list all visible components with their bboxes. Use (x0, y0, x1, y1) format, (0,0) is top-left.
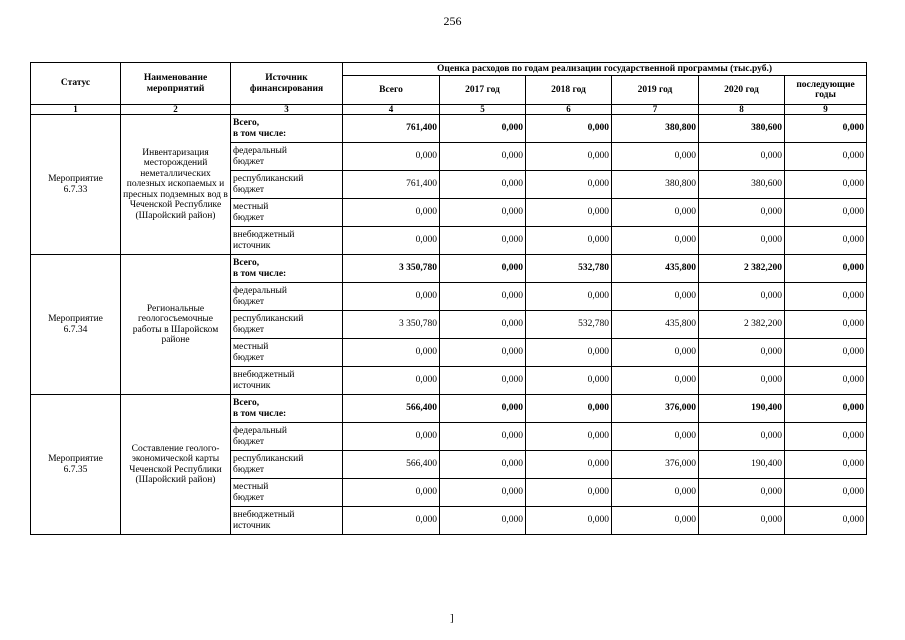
amount-cell: 0,000 (440, 199, 526, 227)
funding-source: республиканский бюджет (231, 451, 343, 479)
amount-cell: 0,000 (785, 171, 867, 199)
measure-name: Составление геолого-экономической карты Чеченской Республики (Шаройский район) (121, 395, 231, 535)
amount-cell: 0,000 (612, 143, 699, 171)
amount-cell: 0,000 (440, 479, 526, 507)
amount-cell: 0,000 (440, 255, 526, 283)
amount-cell: 0,000 (526, 283, 612, 311)
amount-cell: 0,000 (343, 479, 440, 507)
header-year-2020: 2020 год (699, 76, 785, 105)
amount-cell: 0,000 (612, 339, 699, 367)
amount-cell: 0,000 (785, 367, 867, 395)
amount-cell: 376,000 (612, 451, 699, 479)
funding-source: Всего, в том числе: (231, 255, 343, 283)
amount-cell: 2 382,200 (699, 255, 785, 283)
amount-cell: 0,000 (785, 451, 867, 479)
measure-name: Инвентаризация месторождений неметаллических полезных ископаемых и пресных подземных вод в Чеченской Республике (Шаройский район) (121, 115, 231, 255)
amount-cell: 380,800 (612, 115, 699, 143)
amount-cell: 0,000 (699, 199, 785, 227)
amount-cell: 190,400 (699, 395, 785, 423)
table-row (31, 115, 867, 143)
amount-cell: 0,000 (526, 171, 612, 199)
page-number: 256 (443, 14, 462, 28)
amount-cell: 0,000 (699, 423, 785, 451)
amount-cell: 0,000 (526, 115, 612, 143)
amount-cell: 0,000 (785, 227, 867, 255)
header-year-2019: 2019 год (612, 76, 699, 105)
measure-status: Мероприятие 6.7.34 (31, 255, 121, 395)
amount-cell: 376,000 (612, 395, 699, 423)
measure-name: Региональные геологосъемочные работы в Шаройском районе (121, 255, 231, 395)
col-number: 9 (785, 105, 867, 115)
col-number: 6 (526, 105, 612, 115)
amount-cell: 0,000 (440, 451, 526, 479)
amount-cell: 0,000 (612, 283, 699, 311)
amount-cell: 532,780 (526, 255, 612, 283)
table-row (31, 395, 867, 423)
amount-cell: 761,400 (343, 115, 440, 143)
amount-cell: 0,000 (526, 507, 612, 535)
amount-cell: 0,000 (343, 283, 440, 311)
funding-source: местный бюджет (231, 199, 343, 227)
measure-status: Мероприятие 6.7.33 (31, 115, 121, 255)
amount-cell: 0,000 (699, 227, 785, 255)
funding-source: внебюджетный источник (231, 507, 343, 535)
amount-cell: 0,000 (785, 115, 867, 143)
amount-cell: 3 350,780 (343, 311, 440, 339)
amount-cell: 0,000 (699, 367, 785, 395)
amount-cell: 0,000 (699, 283, 785, 311)
funding-source: местный бюджет (231, 479, 343, 507)
amount-cell: 435,800 (612, 255, 699, 283)
header-year-later: последующие годы (785, 76, 867, 105)
amount-cell: 3 350,780 (343, 255, 440, 283)
amount-cell: 0,000 (440, 283, 526, 311)
amount-cell: 0,000 (785, 479, 867, 507)
amount-cell: 566,400 (343, 451, 440, 479)
amount-cell: 435,800 (612, 311, 699, 339)
amount-cell: 0,000 (699, 339, 785, 367)
amount-cell: 0,000 (526, 143, 612, 171)
amount-cell: 380,600 (699, 171, 785, 199)
amount-cell: 0,000 (343, 367, 440, 395)
amount-cell: 0,000 (526, 395, 612, 423)
measure-status: Мероприятие 6.7.35 (31, 395, 121, 535)
amount-cell: 0,000 (699, 507, 785, 535)
amount-cell: 0,000 (440, 115, 526, 143)
amount-cell: 0,000 (612, 367, 699, 395)
amount-cell: 0,000 (440, 311, 526, 339)
col-number: 1 (31, 105, 121, 115)
header-estimate: Оценка расходов по годам реализации государственной программы (тыс.руб.) (343, 63, 867, 76)
amount-cell: 2 382,200 (699, 311, 785, 339)
amount-cell: 0,000 (526, 367, 612, 395)
amount-cell: 0,000 (343, 507, 440, 535)
funding-source: федеральный бюджет (231, 143, 343, 171)
page-footer-mark: ] (450, 612, 454, 624)
amount-cell: 0,000 (440, 227, 526, 255)
funding-source: федеральный бюджет (231, 423, 343, 451)
amount-cell: 0,000 (612, 423, 699, 451)
amount-cell: 0,000 (612, 479, 699, 507)
amount-cell: 0,000 (526, 227, 612, 255)
funding-source: федеральный бюджет (231, 283, 343, 311)
amount-cell: 0,000 (699, 143, 785, 171)
col-number: 4 (343, 105, 440, 115)
funding-source: Всего, в том числе: (231, 395, 343, 423)
funding-source: внебюджетный источник (231, 367, 343, 395)
amount-cell: 0,000 (343, 339, 440, 367)
amount-cell: 0,000 (440, 171, 526, 199)
header-name: Наименование мероприятий (121, 63, 231, 105)
header-source: Источник финансирования (231, 63, 343, 105)
header-year-total: Всего (343, 76, 440, 105)
amount-cell: 0,000 (785, 199, 867, 227)
funding-source: местный бюджет (231, 339, 343, 367)
col-number: 5 (440, 105, 526, 115)
amount-cell: 566,400 (343, 395, 440, 423)
header-year-2017: 2017 год (440, 76, 526, 105)
amount-cell: 0,000 (440, 507, 526, 535)
amount-cell: 0,000 (440, 367, 526, 395)
amount-cell: 0,000 (785, 339, 867, 367)
amount-cell: 0,000 (440, 423, 526, 451)
amount-cell: 0,000 (440, 395, 526, 423)
amount-cell: 0,000 (785, 395, 867, 423)
col-number: 8 (699, 105, 785, 115)
amount-cell: 0,000 (440, 339, 526, 367)
amount-cell: 0,000 (343, 199, 440, 227)
amount-cell: 0,000 (785, 311, 867, 339)
amount-cell: 0,000 (343, 227, 440, 255)
amount-cell: 0,000 (785, 283, 867, 311)
funding-source: внебюджетный источник (231, 227, 343, 255)
amount-cell: 0,000 (526, 479, 612, 507)
amount-cell: 0,000 (526, 423, 612, 451)
funding-source: Всего, в том числе: (231, 115, 343, 143)
amount-cell: 190,400 (699, 451, 785, 479)
amount-cell: 380,800 (612, 171, 699, 199)
amount-cell: 0,000 (612, 199, 699, 227)
amount-cell: 0,000 (612, 227, 699, 255)
amount-cell: 0,000 (699, 479, 785, 507)
amount-cell: 532,780 (526, 311, 612, 339)
amount-cell: 0,000 (785, 507, 867, 535)
amount-cell: 0,000 (785, 423, 867, 451)
amount-cell: 0,000 (526, 199, 612, 227)
amount-cell: 380,600 (699, 115, 785, 143)
amount-cell: 0,000 (343, 423, 440, 451)
amount-cell: 0,000 (612, 507, 699, 535)
amount-cell: 0,000 (526, 339, 612, 367)
col-number: 7 (612, 105, 699, 115)
amount-cell: 0,000 (343, 143, 440, 171)
header-year-2018: 2018 год (526, 76, 612, 105)
funding-source: республиканский бюджет (231, 171, 343, 199)
header-status: Статус (31, 63, 121, 105)
table-row (31, 255, 867, 283)
col-number: 3 (231, 105, 343, 115)
funding-source: республиканский бюджет (231, 311, 343, 339)
col-number: 2 (121, 105, 231, 115)
amount-cell: 0,000 (785, 143, 867, 171)
amount-cell: 0,000 (526, 451, 612, 479)
amount-cell: 0,000 (785, 255, 867, 283)
amount-cell: 761,400 (343, 171, 440, 199)
budget-table (30, 62, 867, 535)
amount-cell: 0,000 (440, 143, 526, 171)
